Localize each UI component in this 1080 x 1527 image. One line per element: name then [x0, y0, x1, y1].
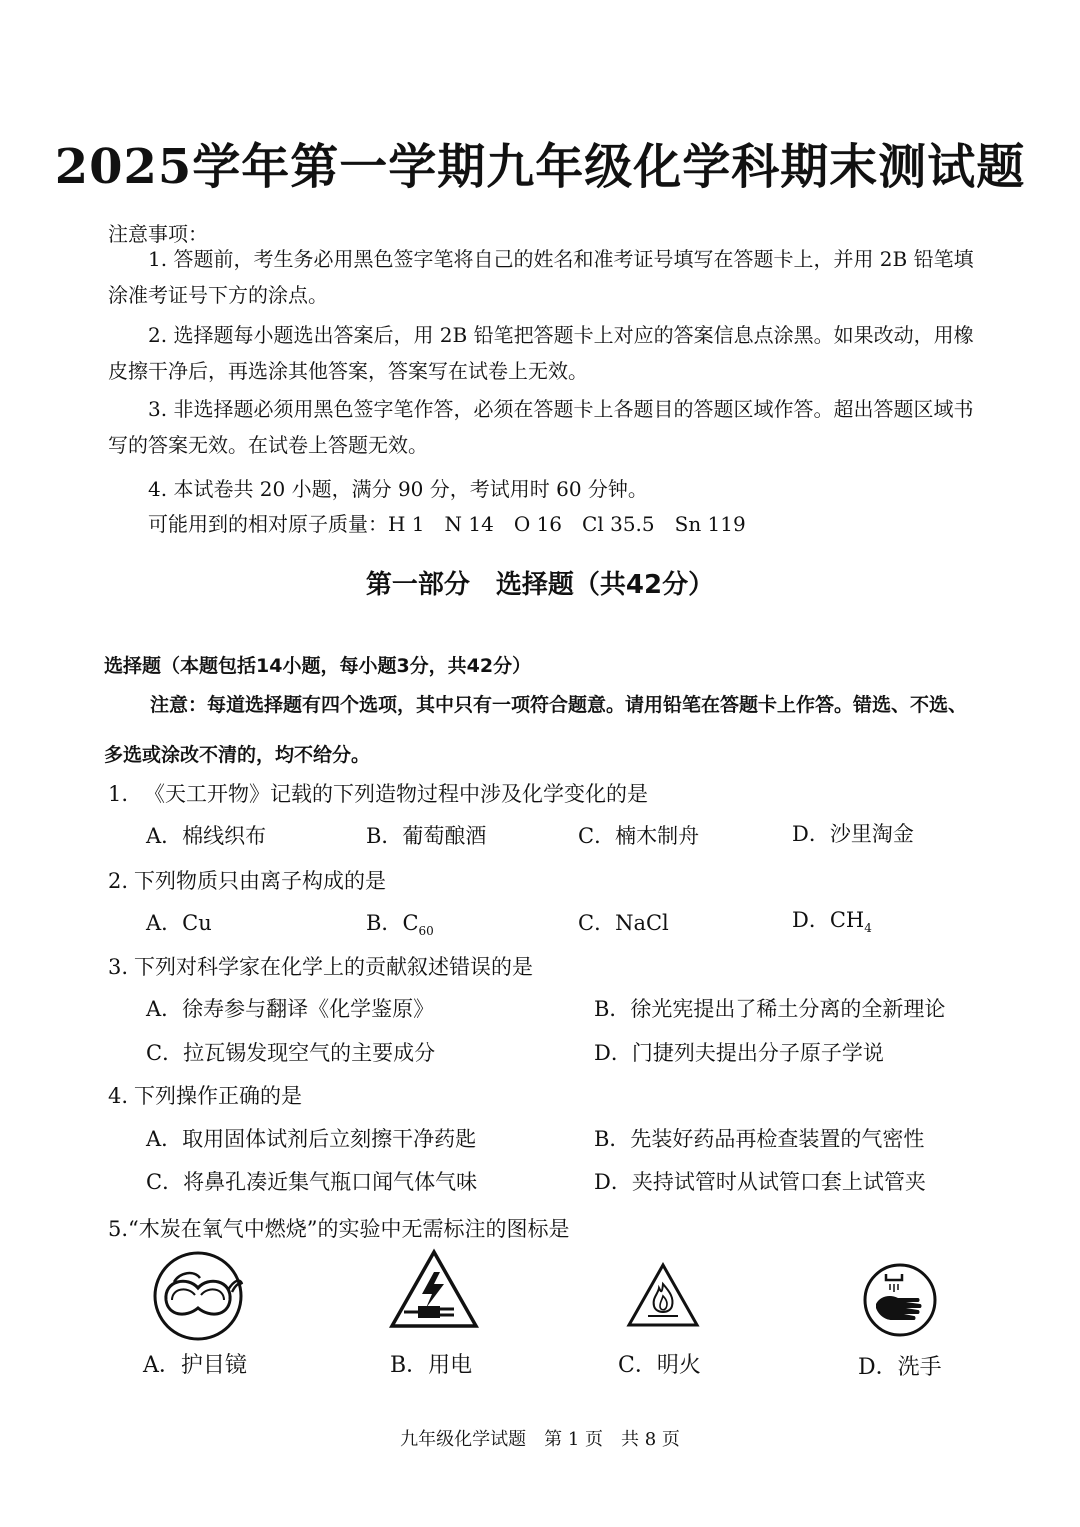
part1-title: 第一部分 选择题（共42分）	[365, 570, 715, 600]
option-formula: NaCl	[615, 911, 669, 935]
question-1	[108, 778, 648, 808]
page-footer: 九年级化学试题 第 1 页 共 8 页	[400, 1429, 680, 1450]
q1-option-a: A．棉线织布	[146, 824, 267, 848]
option-label: C．	[578, 911, 616, 935]
q5-option-c: C．明火	[618, 1353, 701, 1378]
option-label: B．	[366, 911, 403, 935]
hand-washing-icon	[862, 1262, 938, 1338]
notice-item-2: 2. 选择题每小题选出答案后，用 2B 铅笔把答题卡上对应的答案信息点涂黑。如果改动，用橡皮擦干净后，再选涂其他答案，答案写在试卷上无效。	[108, 323, 974, 383]
question-stem: 下列操作正确的是	[134, 1084, 303, 1108]
q1-option-b: B．葡萄酿酒	[366, 824, 487, 848]
q2-option-c	[578, 907, 669, 937]
question-stem: 《天工开物》记载的下列造物过程中涉及化学变化的是	[144, 782, 649, 806]
q5-option-b: B．用电	[390, 1353, 473, 1378]
option-formula: CH	[829, 908, 865, 932]
q3-option-c: C．拉瓦锡发现空气的主要成分	[146, 1041, 436, 1065]
notice-heading: 注意事项：	[108, 222, 208, 246]
option-label: A．	[146, 911, 183, 935]
open-flame-icon	[626, 1262, 700, 1328]
option-formula: Cu	[182, 911, 212, 935]
q4-option-b: B．先装好药品再检查装置的气密性	[594, 1127, 925, 1151]
q5-option-d: D．洗手	[858, 1355, 942, 1380]
question-stem: “木炭在氧气中燃烧”的实验中无需标注的图标是	[128, 1217, 570, 1241]
question-number: 4.	[108, 1084, 129, 1108]
q4-option-d: D．夹持试管时从试管口套上试管夹	[594, 1170, 926, 1194]
atomic-mass-note: 可能用到的相对原子质量：H 1 N 14 O 16 Cl 35.5 Sn 119	[148, 512, 746, 536]
question-number: 1.	[108, 782, 129, 806]
q2-option-b	[366, 907, 434, 938]
question-stem: 下列物质只由离子构成的是	[134, 869, 387, 893]
q1-option-d: D．沙里淘金	[792, 822, 914, 846]
q3-option-a: A．徐寿参与翻译《化学鉴原》	[146, 997, 435, 1021]
formula-subscript: 60	[418, 924, 434, 939]
q1-option-c: C．楠木制舟	[578, 824, 700, 848]
q2-option-a	[146, 907, 212, 937]
question-number: 5.	[108, 1217, 129, 1241]
q3-option-b: B．徐光宪提出了稀土分离的全新理论	[594, 997, 946, 1021]
notice-item-4: 4. 本试卷共 20 小题，满分 90 分，考试用时 60 分钟。	[148, 477, 648, 501]
notice-item-3: 3. 非选择题必须用黑色签字笔作答，必须在答题卡上各题目的答题区域作答。超出答题区域书写的答案无效。在试卷上答题无效。	[108, 397, 974, 457]
question-3	[108, 951, 533, 981]
question-2	[108, 865, 386, 895]
question-number: 3.	[108, 955, 129, 979]
q3-option-d: D．门捷列夫提出分子原子学说	[594, 1041, 884, 1065]
electricity-icon	[388, 1248, 480, 1330]
exam-title: 2025学年第一学期九年级化学科期末测试题	[54, 139, 1026, 195]
section-label: 选择题（本题包括14小题，每小题3分，共42分）	[104, 655, 532, 677]
question-number: 2.	[108, 869, 129, 893]
formula-subscript: 4	[864, 921, 872, 936]
option-formula: C	[402, 911, 419, 935]
q4-option-a: A．取用固体试剂后立刻擦干净药匙	[146, 1127, 477, 1151]
q5-option-a: A．护目镜	[143, 1353, 247, 1378]
part1-note: 注意：每道选择题有四个选项，其中只有一项符合题意。请用铅笔在答题卡上作答。错选、不选、多选或涂改不清的，均不给分。	[104, 694, 968, 766]
goggles-icon	[150, 1250, 246, 1342]
option-label: D．	[792, 908, 830, 932]
question-stem: 下列对科学家在化学上的贡献叙述错误的是	[134, 955, 534, 979]
question-5	[108, 1213, 570, 1243]
q2-option-d	[792, 904, 872, 935]
q4-option-c: C．将鼻孔凑近集气瓶口闻气体气味	[146, 1170, 478, 1194]
notice-item-1: 1. 答题前，考生务必用黑色签字笔将自己的姓名和准考证号填写在答题卡上，并用 2B 铅笔填涂准考证号下方的涂点。	[108, 247, 974, 307]
question-4	[108, 1080, 302, 1110]
